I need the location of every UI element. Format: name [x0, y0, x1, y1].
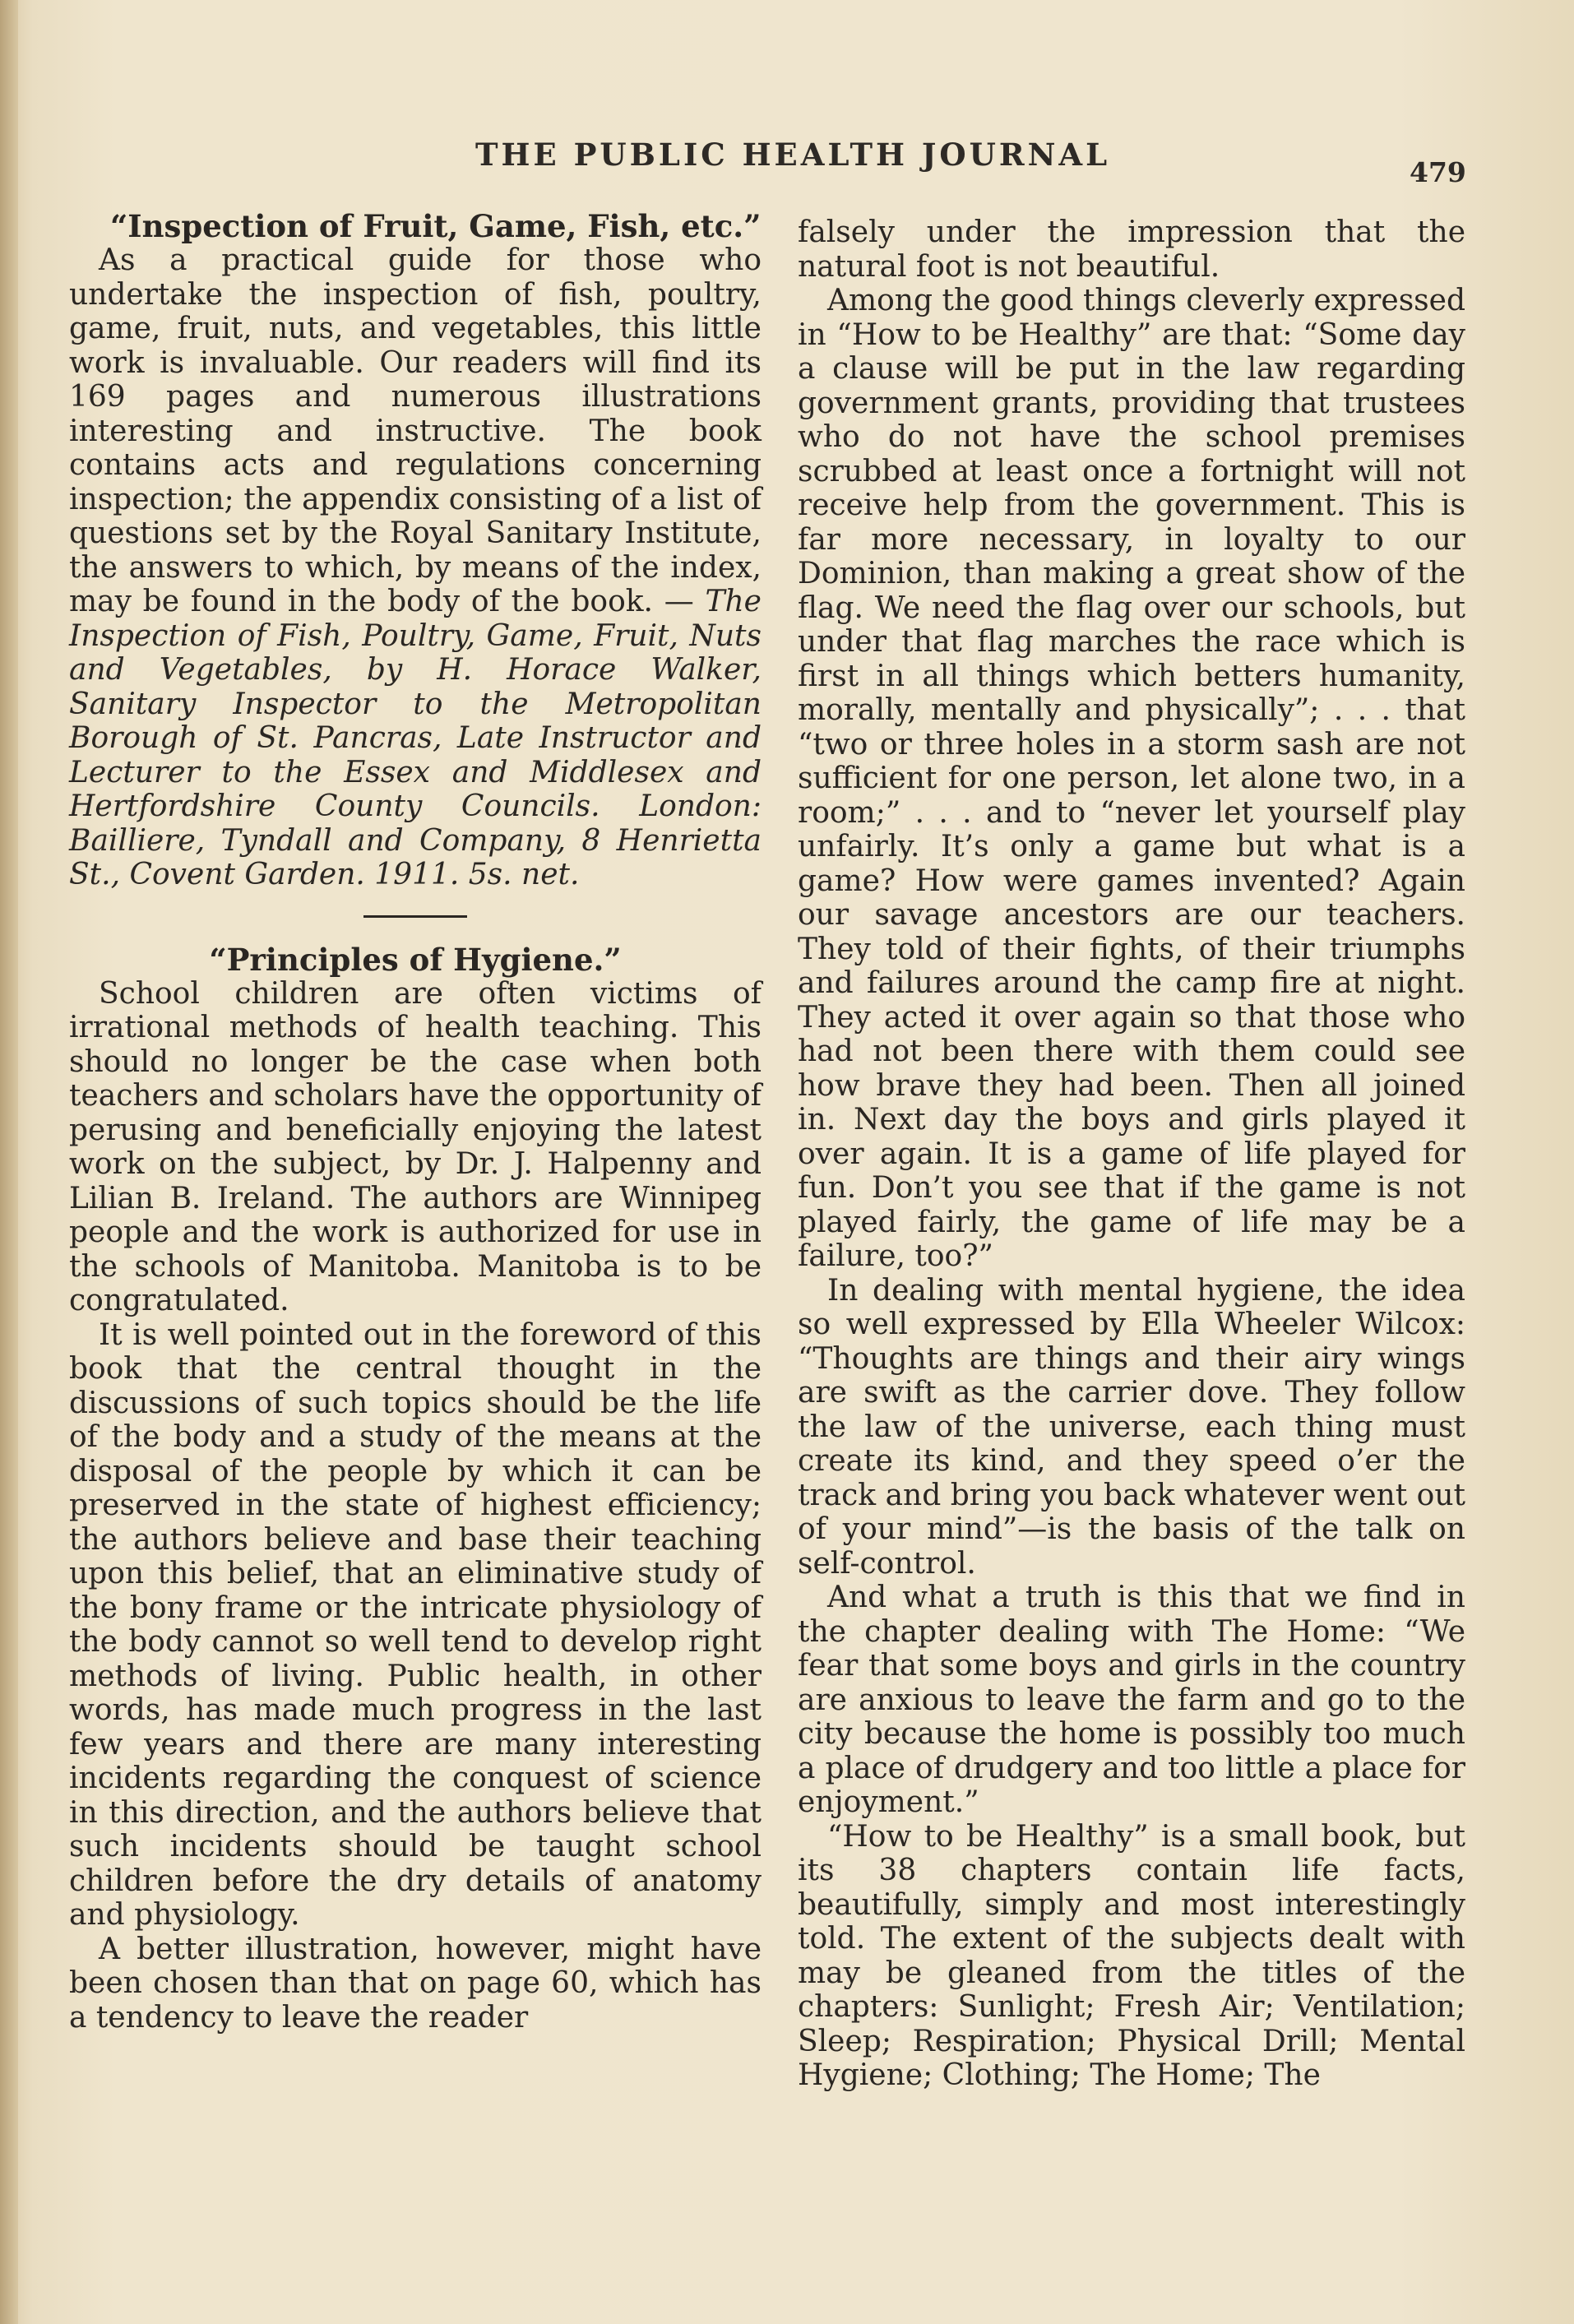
chapters-paragraph: “How to be Healthy” is a small book, but its 38 chapters contain life facts, beautifully, simply and most interestingly told. The extent of the subjects dealt with may be gleaned from the titles of the chapters: Sunlight; Fresh Air; Ventilation; Sleep; Respiration; Physical Drill; Mental Hygiene; Clothing; The Home; The	[798, 1819, 1465, 2092]
mental-hygiene-paragraph: In dealing with mental hygiene, the idea so well expressed by Ella Wheeler Wilcox: “Thoughts are things and their airy wings are swift as the carrier dove. They follow the law of the universe, each thing must create its kind, and they speed o’er the track and bring you back whatever went out of your mind”—is the basis of the talk on self-control.	[798, 1273, 1465, 1581]
article-title-hygiene: “Principles of Hygiene.”	[209, 941, 622, 978]
running-head: THE PUBLIC HEALTH JOURNAL	[475, 137, 1111, 173]
hygiene-paragraph-2: It is well pointed out in the foreword of this book that the central thought in the discussions of such topics should be the life of the body and a study of the means at the disposal of the people by which it can be preserved in the state of highest efficiency; the authors believe and base their teaching upon this belief, that an eliminative study of the bony frame or the intricate physiology of the body cannot so well tend to develop right methods of living. Public health, in other words, has made much progress in the last few years and there are many interesting incidents regarding the conquest of science in this direction, and the authors believe that such incidents should be taught school children before the dry details of anatomy and physiology.	[69, 1317, 762, 1932]
hygiene-paragraph-1: School children are often victims of irrational methods of health teaching. This should no longer be the case when both teachers and scholars have the opportunity of perusing and beneficially enjoying the latest work on the subject, by Dr. J. Halpenny and Lilian B. Ireland. The authors are Winnipeg people and the work is authorized for use in the schools of Manitoba. Manitoba is to be congratulated.	[69, 976, 762, 1317]
page-number: 479	[1410, 156, 1466, 188]
left-column	[69, 209, 762, 2035]
article-title-inspection: “Inspection of Fruit, Game, Fish, etc.”	[110, 208, 762, 244]
book-citation: The Inspection of Fish, Poultry, Game, Fruit, Nuts and Vegetables, by H. Horace Walker, Sanitary Inspector to the Metropolitan Borough of St. Pancras, Late Instructor and Lecturer to the Essex and Middlesex and Hertfordshire County Councils. London: Bailliere, Tyndall and Company, 8 Henrietta St., Covent Garden. 1911. 5s. net.	[69, 585, 762, 891]
home-paragraph: And what a truth is this that we find in the chapter dealing with The Home: “We fear that some boys and girls in the country are anxious to leave the farm and go to the city because the home is possibly too much a place of drudgery and too little a place for enjoyment.”	[798, 1581, 1465, 1819]
right-column	[798, 215, 1465, 2093]
quotes-paragraph: Among the good things cleverly expressed in “How to be Healthy” are that: “Some day a clause will be put in the law regarding government grants, providing that trustees who do not have the school premises scrubbed at least once a fortnight will not receive help from the government. This is far more necessary, in loyalty to our Dominion, than making a great show of the flag. We need the flag over our schools, but under that flag marches the race which is first in all things which betters humanity, morally, mentally and physically”; . . . that “two or three holes in a storm sash are not sufficient for one person, let alone two, in a room;” . . . and to “never let yourself play unfairly. It’s only a game but what is a game? How were games invented? Again our savage ancestors are our teachers. They told of their fights, of their triumphs and failures around the camp fire at night. They acted it over again so that those who had not been there with them could see how brave they had been. Then all joined in. Next day the boys and girls played it over again. It is a game of life played for fun. Don’t you see that if the game is not played fairly, the game of life may be a failure, too?”	[798, 284, 1465, 1273]
article-body-inspection	[69, 243, 762, 892]
continuation-paragraph: falsely under the impression that the natural foot is not beautiful.	[798, 215, 1465, 284]
hygiene-paragraph-3: A better illustration, however, might have been chosen than that on page 60, which has a tendency to leave the reader	[69, 1932, 762, 2035]
section-divider	[363, 915, 467, 918]
inspection-review-text: As a practical guide for those who undertake the inspection of fish, poultry, game, fruit, nuts, and vegetables, this little work is invaluable. Our readers will find its 169 pages and numerous illustrations interesting and instructive. The book contains acts and regulations concerning inspection; the appendix consisting of a list of questions set by the Royal Sanitary Institute, the answers to which, by means of the index, may be found in the body of the book. —	[69, 243, 762, 618]
book-spine-shadow	[0, 0, 18, 2324]
